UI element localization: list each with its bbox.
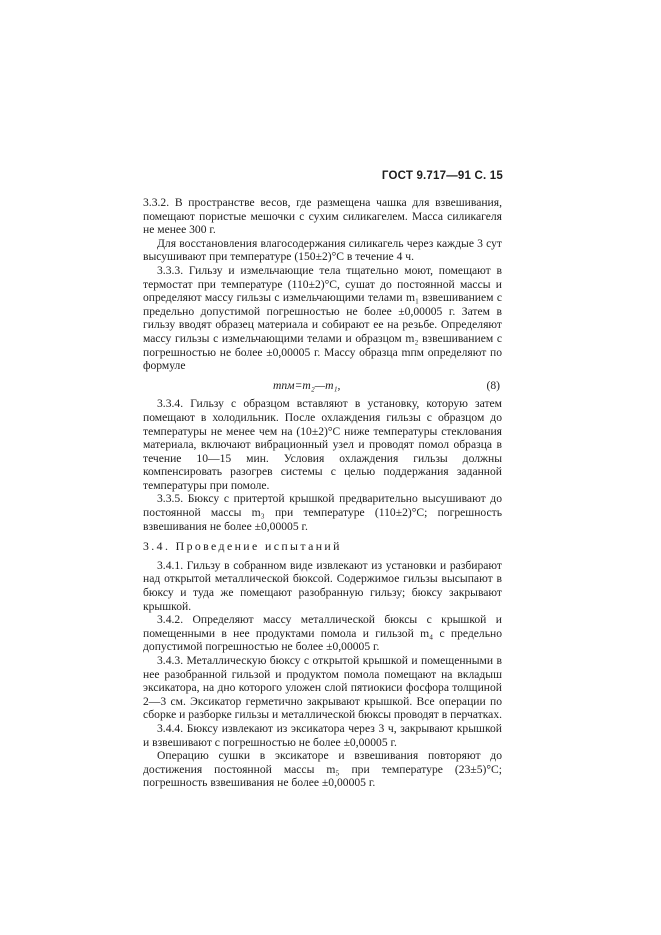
paragraph-drying-repeat: Операцию сушки в эксикаторе и взвешивания повторяют до достижения постоянной массы m₅ при температуре (23±5)°С; погрешность взвешивания не более ±0,00005 г. <box>143 749 502 790</box>
section-heading-3-4: 3.4. Проведение испытаний <box>143 539 342 554</box>
clause-3-4-2: 3.4.2. Определяют массу металлической бюксы с крышкой и помещенными в нее продуктами помола и гильзой m₄ с предельно допустимой погрешностью не более ±0,00005 г. <box>143 613 502 654</box>
clause-3-4-4: 3.4.4. Бюксу извлекают из эксикатора через 3 ч, закрывают крышкой и взвешивают с погрешностью не более ±0,00005 г. <box>143 721 502 749</box>
clause-3-4-3: 3.4.3. Металлическую бюксу с открытой крышкой и помещенными в нее разобранной гильзой и продуктом помола помещают на вкладыш эксикатора, на дно которого уложен слой пятиокиси фосфора толщиной 2—3 см. Эксикатор герметично закрывают крышкой. Все операции по сборке и разборке гильзы и металлической бюксы проводят в перчатках. <box>143 654 503 722</box>
paragraph-silica-regeneration: Для восстановления влагосодержания силикагель через каждые 3 сут высушивают при температуре (150±2)°С в течение 4 ч. <box>143 236 502 264</box>
formula-number: (8) <box>486 378 500 392</box>
document-body <box>143 196 502 790</box>
clause-3-3-2: 3.3.2. В пространстве весов, где размещена чашка для взвешивания, помещают пористые мешочки с сухим силикагелем. Масса силикагеля не менее 300 г. <box>143 196 502 237</box>
formula-expression: mпм=m₂—m₁, <box>273 378 341 392</box>
clause-3-3-4: 3.3.4. Гильзу с образцом вставляют в установку, которую затем помещают в холодильник. После охлаждения гильзы с образцом до температуры не менее чем на (10±2)°С ниже температуры стеклования материала, включают вибрационный узел и проводят помол образца в течение 10—15 мин. Условия охлаждения гильзы должны компенсировать разогрев системы с целью поддержания заданной температуры при помоле. <box>143 397 502 492</box>
clause-3-4-1: 3.4.1. Гильзу в собранном виде извлекают из установки и разбирают над открытой металлической бюксой. Содержимое гильзы высыпают в бюксу и туда же помещают разобранную гильзу; бюксу закрывают крышкой. <box>143 558 502 613</box>
formula-8 <box>143 379 502 393</box>
clause-3-3-3: 3.3.3. Гильзу и измельчающие тела тщательно моют, помещают в термостат при температуре (110±2)°С, сушат до постоянной массы и определяют массу гильзы с измельчающими телами m₁ взвешиванием с предельно допустимой погрешностью не более ±0,00005 г. Затем в гильзу вводят образец материала и собирают ее на резьбе. Определяют массу гильзы с измельчающими телами и образцом m₂ взвешиванием с погрешностью не более ±0,00005 г. Массу образца mпм определяют по формуле <box>143 263 502 373</box>
clause-3-3-5: 3.3.5. Бюксу с притертой крышкой предварительно высушивают до постоянной массы m₃ при температуре (110±2)°С; погрешность взвешивания не более ±0,00005 г. <box>143 492 502 533</box>
running-header: ГОСТ 9.717—91 С. 15 <box>381 170 503 182</box>
